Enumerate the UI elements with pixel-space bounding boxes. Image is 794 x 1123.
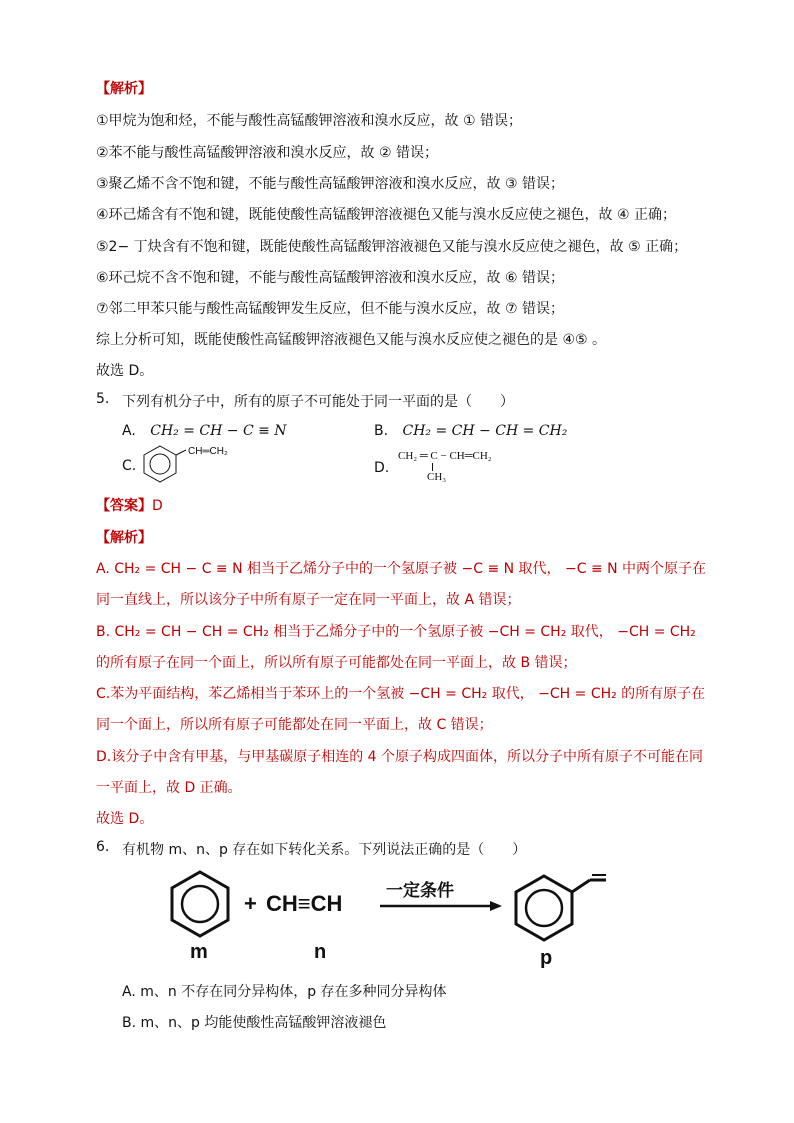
analysis-choose: 故选 D。 xyxy=(96,363,154,379)
q5-option-d-branch-bond xyxy=(432,463,433,471)
q5-number: 5. xyxy=(96,391,110,407)
analysis-summary: 综上分析可知，既能使酸性高锰酸钾溶液褪色又能与溴水反应使之褪色的是 ④⑤ 。 xyxy=(96,332,606,348)
benzene-m xyxy=(172,872,228,936)
q6-option-b: B. m、n、p 均能使酸性高锰酸钾溶液褪色 xyxy=(122,1015,387,1031)
q5-option-b-label: B. xyxy=(374,423,389,439)
analysis-line-6: ⑥环己烷不含不饱和键，不能与酸性高锰酸钾溶液和溴水反应，故 ⑥ 错误； xyxy=(96,270,565,286)
benzene-inner-circle xyxy=(150,454,170,474)
q5-stem: 下列有机分子中，所有的原子不可能处于同一平面的是（ ） xyxy=(122,394,514,410)
q5-analysis-d-1: D.该分子中含有甲基，与甲基碳原子相连的 4 个原子构成四面体，所以分子中所有原子不可能在同 xyxy=(96,749,704,765)
analysis-line-4: ④环己烯含有不饱和键，既能使酸性高锰酸钾溶液褪色又能与溴水反应使之褪色，故 ④ 正确； xyxy=(96,207,676,223)
analysis-heading: 【解析】 xyxy=(96,81,152,97)
q5-analysis-c-1: C.苯为平面结构，苯乙烯相当于苯环上的一个氢被 −CH = CH₂ 取代， −CH = CH₂ 的所有原子在 xyxy=(96,686,706,702)
q5-analysis-b-1: B. CH₂ = CH − CH = CH₂ 相当于乙烯分子中的一个氢原子被 −CH = CH₂ 取代， −CH = CH₂ xyxy=(96,624,696,640)
q5-analysis-a-1: A. CH₂ = CH − C ≡ N 相当于乙烯分子中的一个氢原子被 −C ≡ N 取代， −C ≡ N 中两个原子在 xyxy=(96,561,707,577)
q5-option-a-label: A. xyxy=(122,423,136,439)
q5-option-d-branch: CH₃ xyxy=(427,471,447,483)
reagent-n: CH≡CH xyxy=(266,891,343,916)
label-n: n xyxy=(314,941,327,963)
q5-option-c-group: CH═CH₂ xyxy=(188,446,228,457)
q5-option-a xyxy=(122,423,287,439)
benzene-p xyxy=(516,876,572,940)
q6-stem: 有机物 m、n、p 存在如下转化关系。下列说法正确的是（ ） xyxy=(122,842,527,858)
q5-answer-value: D xyxy=(152,498,163,514)
q5-option-d-main: CH₂ ═ C − CH═CH₂ xyxy=(398,450,492,462)
q5-analysis-d-2: 一平面上，故 D 正确。 xyxy=(96,780,242,796)
q5-analysis-heading: 【解析】 xyxy=(96,530,152,546)
q5-option-b-formula: CH₂ = CH − CH = CH₂ xyxy=(402,423,568,439)
q6-reaction-scheme xyxy=(160,866,620,971)
analysis-line-1: ①甲烷为饱和烃，不能与酸性高锰酸钾溶液和溴水反应，故 ① 错误； xyxy=(96,113,523,129)
q5-answer-bracket: 【答案】 xyxy=(96,498,152,514)
q5-option-c-structure xyxy=(140,442,250,488)
q5-answer xyxy=(96,495,163,515)
q5-option-b xyxy=(374,423,567,439)
benzene-m-circle xyxy=(182,886,218,922)
vinyl-bond-1 xyxy=(572,880,590,892)
label-p: p xyxy=(540,947,553,969)
plus-sign: + xyxy=(244,891,257,916)
reaction-condition: 一定条件 xyxy=(386,881,454,900)
reaction-arrow-head xyxy=(490,901,502,911)
q5-option-a-formula: CH₂ = CH − C ≡ N xyxy=(150,423,287,439)
analysis-line-5: ⑤2− 丁炔含有不饱和键，既能使酸性高锰酸钾溶液褪色又能与溴水反应使之褪色，故 ⑤ 正确； xyxy=(96,239,688,255)
analysis-line-7: ⑦邻二甲苯只能与酸性高锰酸钾发生反应，但不能与溴水反应，故 ⑦ 错误； xyxy=(96,301,565,317)
q5-option-d-label: D. xyxy=(374,460,390,476)
q6-option-a: A. m、n 不存在同分异构体，p 存在多种同分异构体 xyxy=(122,984,447,1000)
analysis-line-2: ②苯不能与酸性高锰酸钾溶液和溴水反应，故 ② 错误； xyxy=(96,145,439,161)
q6-number: 6. xyxy=(96,839,110,855)
q5-analysis-choose: 故选 D。 xyxy=(96,811,154,827)
analysis-line-3: ③聚乙烯不含不饱和键，不能与酸性高锰酸钾溶液和溴水反应，故 ③ 错误； xyxy=(96,176,565,192)
benzene-ring xyxy=(144,446,176,482)
bond xyxy=(176,450,186,455)
q5-analysis-c-2: 同一个面上，所以所有原子可能都处在同一平面上，故 C 错误； xyxy=(96,717,493,733)
q5-analysis-b-2: 的所有原子在同一个面上，所以所有原子可能都处在同一平面上，故 B 错误； xyxy=(96,655,577,671)
label-m: m xyxy=(190,941,208,963)
benzene-p-circle xyxy=(526,890,562,926)
q5-analysis-a-2: 同一直线上，所以该分子中所有原子一定在同一平面上，故 A 错误； xyxy=(96,592,521,608)
q5-option-c-label: C. xyxy=(122,458,137,474)
